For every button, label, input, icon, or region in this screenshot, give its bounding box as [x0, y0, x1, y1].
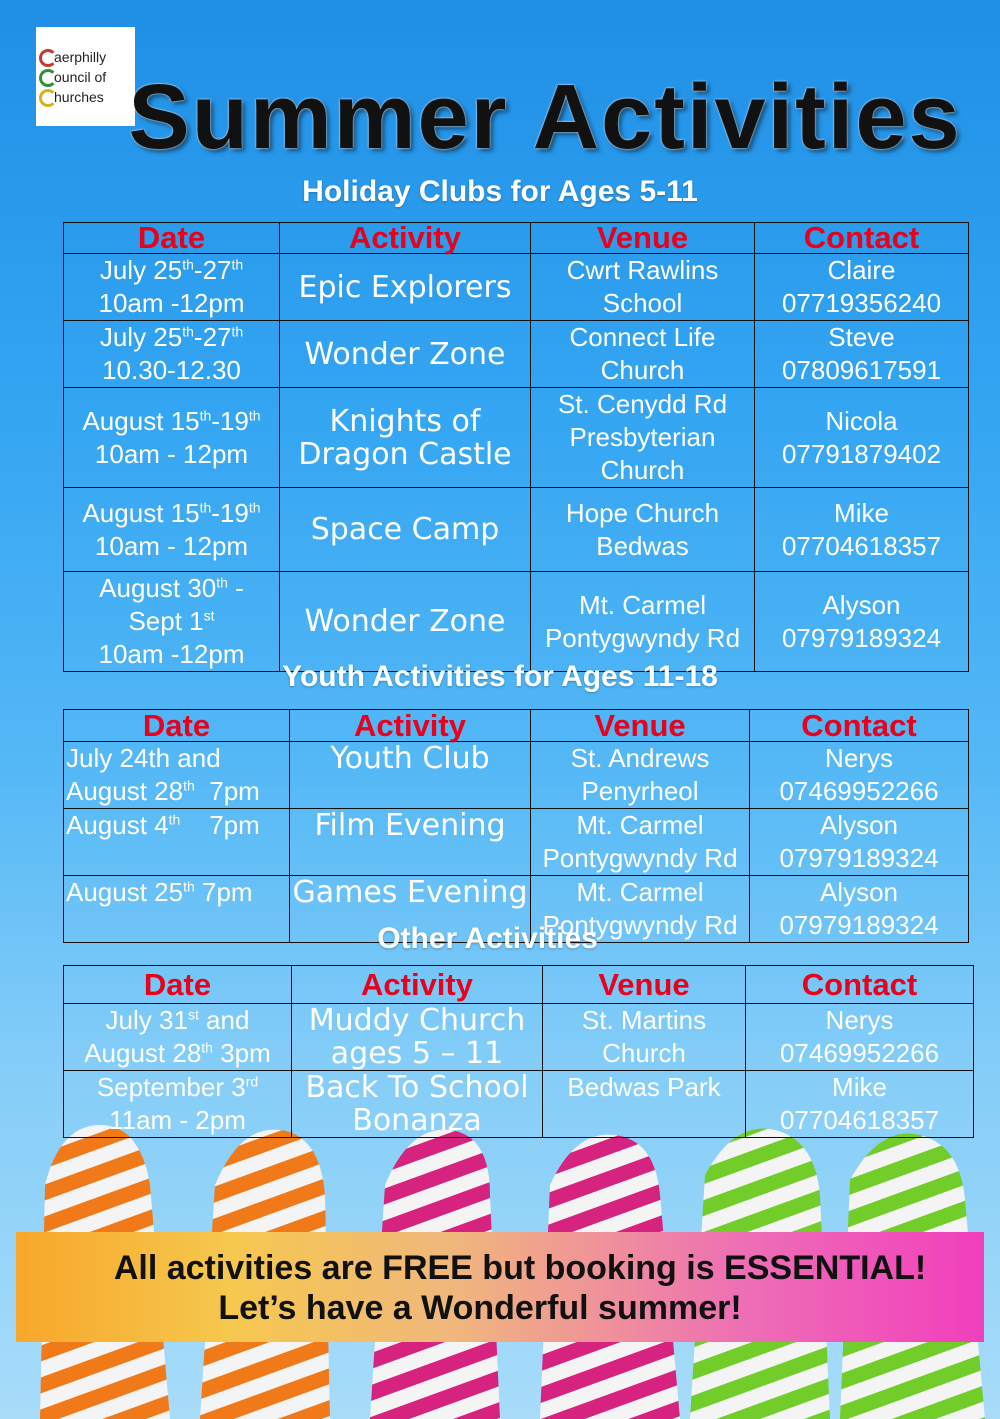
venue-cell: Connect Life Church: [531, 321, 755, 388]
activity-cell: Wonder Zone: [280, 572, 531, 672]
col-activity: Activity: [280, 223, 531, 254]
date-cell: July 31st and August 28th 3pm: [64, 1004, 292, 1071]
table-row: [64, 1071, 974, 1138]
holiday-table: [63, 222, 969, 672]
table-row: [64, 254, 969, 321]
activity-cell: Youth Club: [290, 742, 531, 809]
date-cell: August 4th 7pm: [64, 809, 290, 876]
col-contact: Contact: [750, 710, 969, 742]
youth-heading: Youth Activities for Ages 11-18: [282, 660, 718, 693]
venue-cell: Bedwas Park: [543, 1071, 746, 1138]
col-date: Date: [64, 966, 292, 1004]
venue-cell: Mt. Carmel Pontygwyndy Rd: [531, 876, 750, 943]
other-heading: Other Activities: [377, 922, 598, 955]
page-title: Summer Activities: [128, 66, 962, 168]
col-date: Date: [64, 223, 280, 254]
activity-cell: Epic Explorers: [280, 254, 531, 321]
table-row: [64, 1004, 974, 1071]
venue-cell: Cwrt Rawlins School: [531, 254, 755, 321]
contact-cell: Nerys 07469952266: [750, 742, 969, 809]
activity-cell: Film Evening: [290, 809, 531, 876]
venue-cell: St. Andrews Penyrheol: [531, 742, 750, 809]
venue-cell: Mt. Carmel Pontygwyndy Rd: [531, 572, 755, 672]
venue-cell: Hope Church Bedwas: [531, 488, 755, 572]
activity-cell: Wonder Zone: [280, 321, 531, 388]
other-table: [63, 965, 974, 1138]
date-cell: September 3rd 11am - 2pm: [64, 1071, 292, 1138]
date-cell: July 25th-27th 10am -12pm: [64, 254, 280, 321]
col-contact: Contact: [746, 966, 974, 1004]
col-date: Date: [64, 710, 290, 742]
contact-cell: Mike 07704618357: [755, 488, 969, 572]
date-cell: July 24th and August 28th 7pm: [64, 742, 290, 809]
col-contact: Contact: [755, 223, 969, 254]
contact-cell: Alyson 07979189324: [755, 572, 969, 672]
contact-cell: Nerys 07469952266: [746, 1004, 974, 1071]
col-venue: Venue: [531, 223, 755, 254]
contact-cell: Alyson 07979189324: [750, 876, 969, 943]
activity-cell: Back To School Bonanza: [292, 1071, 543, 1138]
date-cell: August 25th 7pm: [64, 876, 290, 943]
banner-line-2: Let’s have a Wonderful summer!: [218, 1289, 742, 1327]
venue-cell: St. Cenydd Rd Presbyterian Church: [531, 388, 755, 488]
free-booking-banner: [16, 1232, 984, 1342]
activity-cell: Knights of Dragon Castle: [280, 388, 531, 488]
contact-cell: Steve 07809617591: [755, 321, 969, 388]
date-cell: August 30th - Sept 1st 10am -12pm: [64, 572, 280, 672]
table-row: [64, 488, 969, 572]
col-activity: Activity: [292, 966, 543, 1004]
activity-cell: Games Evening: [290, 876, 531, 943]
date-cell: August 15th-19th 10am - 12pm: [64, 388, 280, 488]
contact-cell: Claire 07719356240: [755, 254, 969, 321]
table-row: [64, 572, 969, 672]
date-cell: August 15th-19th 10am - 12pm: [64, 488, 280, 572]
col-venue: Venue: [543, 966, 746, 1004]
activity-cell: Space Camp: [280, 488, 531, 572]
col-venue: Venue: [531, 710, 750, 742]
banner-line-1: All activities are FREE but booking is ESSENTIAL!: [113, 1249, 927, 1287]
holiday-heading: Holiday Clubs for Ages 5-11: [302, 175, 698, 208]
contact-cell: Nicola 07791879402: [755, 388, 969, 488]
logo-line-3: hurches: [54, 89, 104, 105]
venue-cell: St. Martins Church: [543, 1004, 746, 1071]
venue-cell: Mt. Carmel Pontygwyndy Rd: [531, 809, 750, 876]
table-row: [64, 809, 969, 876]
date-cell: July 25th-27th 10.30-12.30: [64, 321, 280, 388]
contact-cell: Alyson 07979189324: [750, 809, 969, 876]
logo-line-2: ouncil of: [54, 69, 107, 85]
col-activity: Activity: [290, 710, 531, 742]
logo-line-1: aerphilly: [54, 49, 107, 65]
contact-cell: Mike 07704618357: [746, 1071, 974, 1138]
table-row: [64, 388, 969, 488]
activity-cell: Muddy Church ages 5 – 11: [292, 1004, 543, 1071]
table-row: [64, 321, 969, 388]
youth-table: [63, 709, 969, 943]
table-row: [64, 742, 969, 809]
